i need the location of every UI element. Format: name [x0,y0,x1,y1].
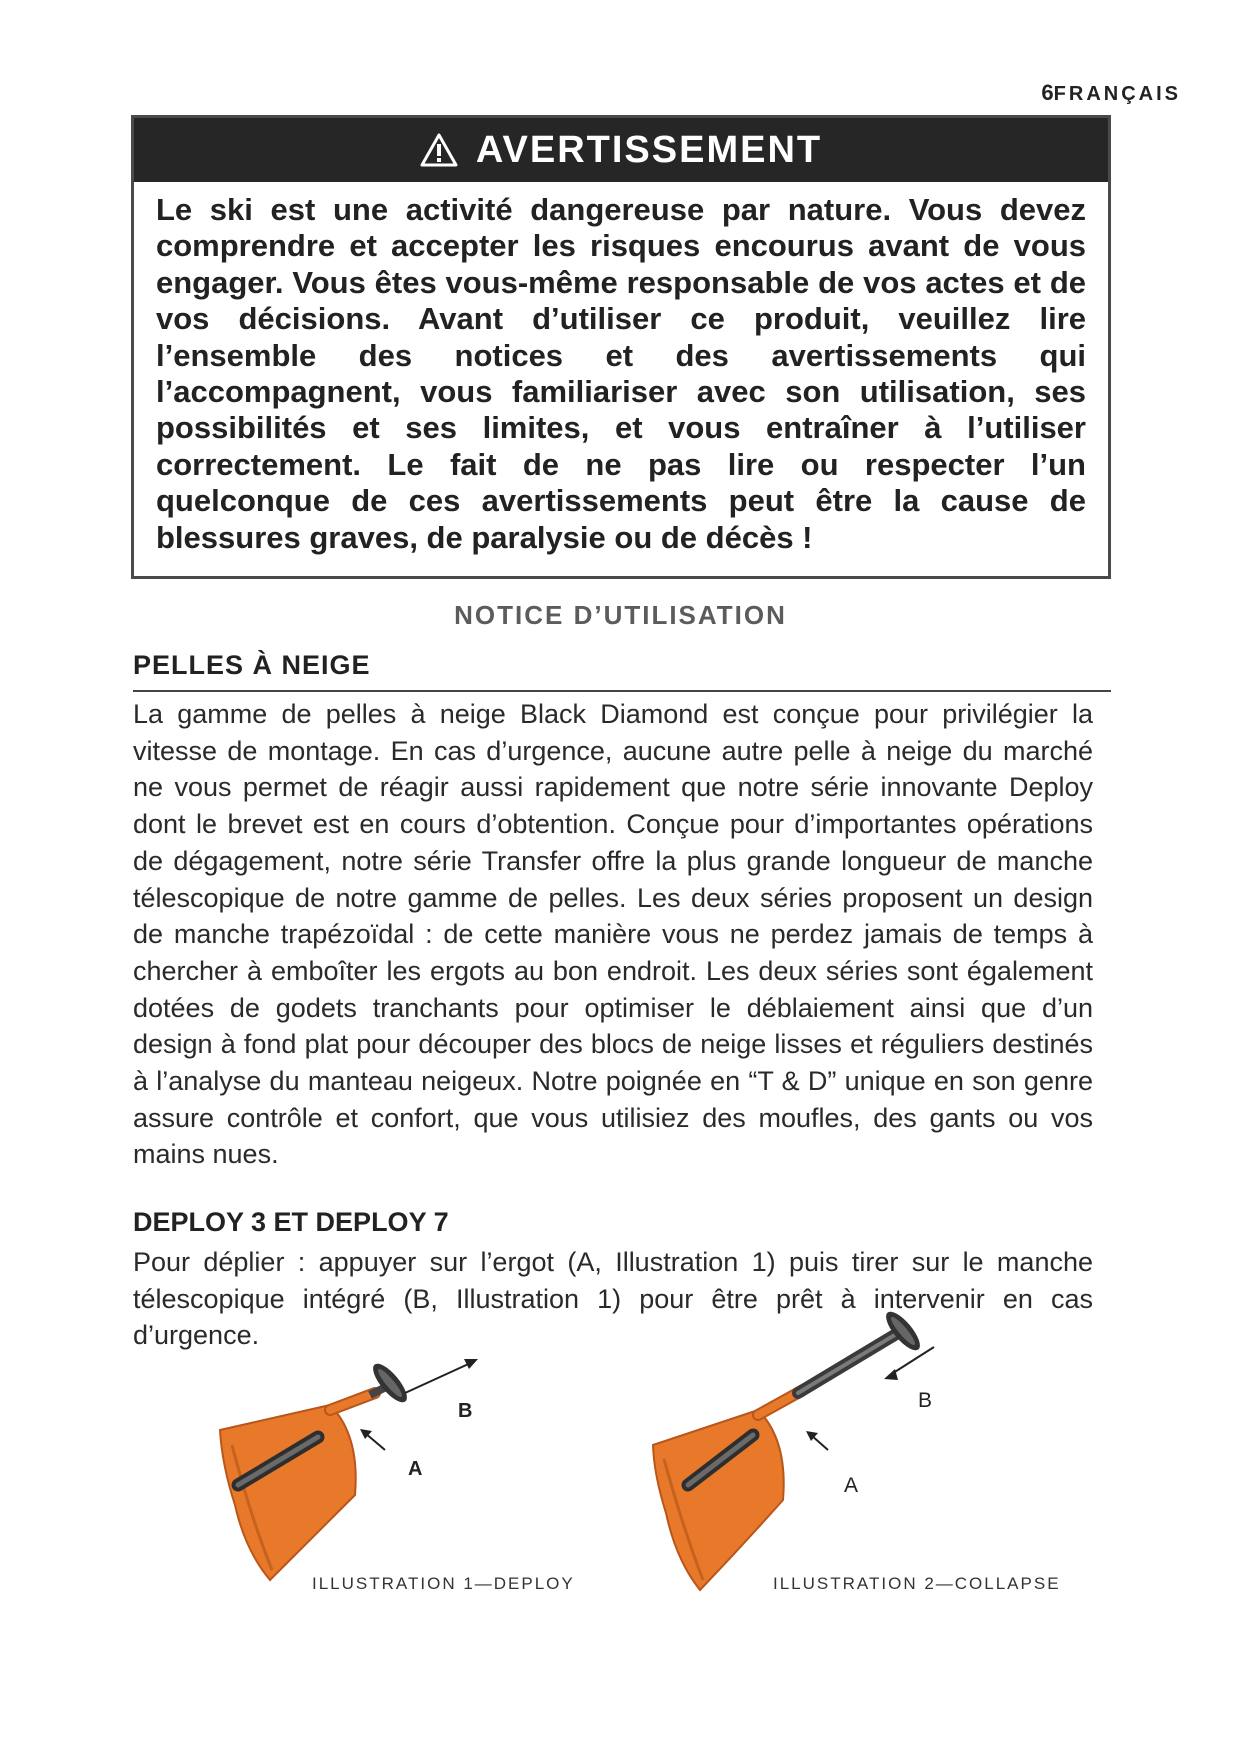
illustration-deploy [210,1365,510,1605]
section-title: NOTICE D’UTILISATION [454,600,787,630]
illustration1-label-b: B [458,1400,473,1422]
paragraph-pelles: La gamme de pelles à neige Black Diamond est conçue pour privilégier la vitesse de montage. En cas d’urgence, aucune autre pelle à neige du marché ne vous permet de réagir aussi rapidement que notre série innovante Deploy dont le brevet est en cours d’obtention. Conçue pour d’importantes opérations de dégagement, notre série Transfer offre la plus grande longueur de manche télescopique de notre gamme de pelles. Les deux séries proposent un design de manche trapézoïdal : de cette manière vous ne perdez jamais de temps à chercher à emboîter les ergots au bon endroit. Les deux séries sont également dotées de godets tranchants pour optimiser le déblaiement ainsi que d’un design à fond plat pour découper des blocs de neige lisses et réguliers destinés à l’analyse du manteau neigeux. Notre poignée en “T & D” unique en son genre assure contrôle et confort, que vous utilisiez des moufles, des gants ou vos mains nues. [133,699,1093,1170]
heading-rule [133,690,1111,692]
warning-text: Le ski est une activité dangereuse par nature. Vous devez comprendre et accepter les risques encourus avant de vous engager. Vous êtes vous-même responsable de vos actes et de vos décisions. Avant d’utiliser ce produit, veuillez lire l’ensemble des notices et des avertissements qui l’accompagnent, vous familiariser avec son utilisation, ses possibilités et ses limites, et vous entraîner à l’utiliser correctement. Le fait de ne pas lire ou respecter l’un quelconque de ces avertissements peut être la cause de blessures graves, de paralysie ou de décès ! [156,192,1086,555]
warning-box [131,115,1111,579]
page-language: FRANÇAIS [1053,83,1181,105]
illustration2-label-b: B [918,1389,933,1412]
shovel-deploy-icon [220,1359,412,1580]
paragraph-deploy: Pour déplier : appuyer sur l’ergot (A, Illustration 1) puis tirer sur le manche télescopique intégré (B, Illustration 1) pour être prêt à intervenir en cas d’urgence. [133,1247,1093,1351]
shovel-collapse-icon [653,1307,925,1590]
page-number: 6 [1041,80,1054,105]
warning-triangle-icon [420,133,458,167]
warning-title: AVERTISSEMENT [475,128,823,171]
heading-pelles: PELLES À NEIGE [133,650,371,680]
heading-deploy: DEPLOY 3 ET DEPLOY 7 [133,1207,449,1237]
illustration-collapse [648,1335,968,1605]
illustration2-label-a: A [844,1474,859,1497]
illustration1-caption: ILLUSTRATION 1—DEPLOY [312,1574,575,1593]
page-header [1041,80,1181,106]
warning-header [134,118,1108,182]
illustration2-caption: ILLUSTRATION 2—COLLAPSE [773,1574,1061,1593]
illustration1-label-a: A [408,1458,423,1480]
